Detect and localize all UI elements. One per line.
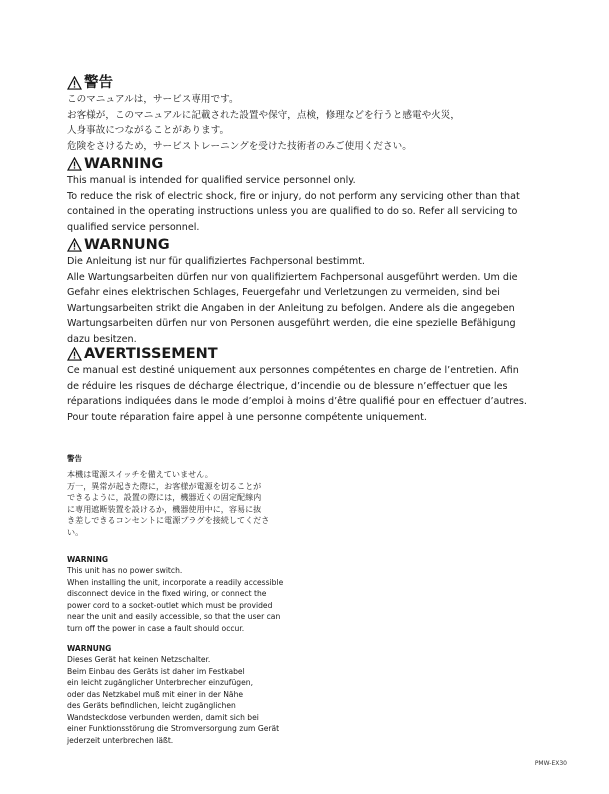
section-heading-text: 警告 — [84, 75, 113, 91]
body-line: Wartungsarbeiten dürfen nur von Personen ausgeführt werden, die eine spezielle Befähigung — [67, 318, 516, 330]
notice-warning — [67, 554, 293, 634]
section-avertissement — [67, 345, 567, 425]
notice-line: い。 — [67, 526, 84, 537]
section-warnung — [67, 236, 567, 348]
section-body — [67, 92, 567, 154]
notice-line: This unit has no power switch. — [67, 566, 183, 575]
section-heading — [67, 345, 567, 363]
body-line: Wartungsarbeiten strikt die Angaben in der Anleitung zu befolgen. Andere als die angegeben — [67, 302, 515, 314]
section-body — [67, 254, 567, 348]
notice-line: に専用遮断装置を設けるか，機器使用中に，容易に抜 — [67, 503, 262, 514]
warning-triangle-icon — [67, 238, 82, 252]
warning-triangle-icon — [67, 347, 82, 361]
body-line: contained in the operating instructions unless you are qualified to do so. Refer all servicing to — [67, 206, 518, 218]
warning-triangle-icon — [67, 76, 82, 90]
section-heading — [67, 74, 567, 92]
notice-line: turn off the power in case a fault should occur. — [67, 623, 245, 633]
section-heading-text: AVERTISSEMENT — [84, 346, 218, 362]
notice-line: ein leicht zugänglicher Unterbrecher einzufügen, — [67, 678, 253, 687]
body-line: To reduce the risk of electric shock, fire or injury, do not perform any servicing other than that — [67, 190, 520, 202]
notice-line: き差しできるコンセントに電源プラグを接続してくださ — [67, 515, 270, 526]
section-warning — [67, 155, 567, 235]
body-line: qualified service personnel. — [67, 221, 200, 233]
section-heading — [67, 155, 567, 173]
warning-triangle-icon — [67, 157, 82, 171]
section-body — [67, 363, 567, 425]
body-line: This manual is intended for qualified service personnel only. — [67, 175, 356, 186]
notice-line: power cord to a socket-outlet which must be provided — [67, 600, 273, 610]
notice-line: einer Funktionsstörung die Stromversorgung zum Gerät — [67, 724, 280, 733]
notice-title: 警告 — [67, 454, 82, 463]
notice-title: WARNUNG — [67, 644, 112, 653]
body-line: 危険をさけるため，サービストレーニングを受けた技術者のみご使用ください。 — [67, 140, 412, 152]
body-line: dazu besitzen. — [67, 333, 137, 345]
section-body — [67, 173, 567, 235]
notice-line: oder das Netzkabel muß mit einer in der Nähe — [67, 689, 244, 699]
body-line: このマニュアルは，サービス専用です。 — [67, 94, 239, 105]
section-heading — [67, 236, 567, 254]
notice-body — [67, 469, 293, 539]
notice-line: When installing the unit, incorporate a readily accessible — [67, 577, 284, 587]
notice-keikoku — [67, 453, 293, 539]
model-number: PMW-EX30 — [534, 760, 567, 767]
notice-line: 万一，異常が起きた際に，お客様が電源を切ることが — [67, 480, 262, 491]
body-line: お客様が，このマニュアルに記載された設置や保守，点検，修理などを行うと感電や火災， — [67, 109, 460, 121]
body-line: réparations indiquées dans le mode d’emploi à moins d’être qualifié pour en effectuer d’autres. — [67, 396, 527, 408]
body-line: Gefahr eines elektrischen Schlages, Feuergefahr und Verletzungen zu vermeiden, sind bei — [67, 287, 500, 299]
notice-line: Wandsteckdose verbunden werden, damit sich bei — [67, 712, 259, 722]
notice-line: できるように，設置の際には，機器近くの固定配線内 — [67, 492, 262, 503]
notice-line: Dieses Gerät hat keinen Netzschalter. — [67, 655, 211, 664]
body-line: de réduire les risques de décharge électrique, d’incendie ou de blessure n’effectuer que les — [67, 380, 508, 392]
notice-line: near the unit and easily accessible, so that the user can — [67, 612, 281, 621]
section-heading-text: WARNING — [84, 156, 164, 172]
notice-line: disconnect device in the fixed wiring, or connect the — [67, 589, 267, 598]
notice-body — [67, 565, 293, 634]
notice-line: 本機は電源スイッチを備えていません。 — [67, 469, 213, 479]
notice-line: des Geräts befindlichen, leicht zugänglichen — [67, 701, 236, 710]
notice-line: jederzeit unterbrechen läßt. — [67, 735, 174, 745]
body-line: Ce manual est destiné uniquement aux personnes compétentes en charge de l’entretien. Afin — [67, 365, 519, 376]
notice-warnung — [67, 643, 293, 746]
body-line: 人身事故につながることがあります。 — [67, 125, 230, 137]
body-line: Pour toute réparation faire appel à une personne compétente uniquement. — [67, 411, 427, 423]
notice-body — [67, 654, 293, 746]
body-line: Alle Wartungsarbeiten dürfen nur von qualifiziertem Fachpersonal ausgeführt werden. Um die — [67, 271, 518, 283]
section-keikoku — [67, 74, 567, 154]
section-heading-text: WARNUNG — [84, 237, 170, 253]
notice-title: WARNING — [67, 555, 109, 564]
notice-line: Beim Einbau des Geräts ist daher im Festkabel — [67, 666, 245, 676]
body-line: Die Anleitung ist nur für qualifiziertes Fachpersonal bestimmt. — [67, 256, 365, 267]
